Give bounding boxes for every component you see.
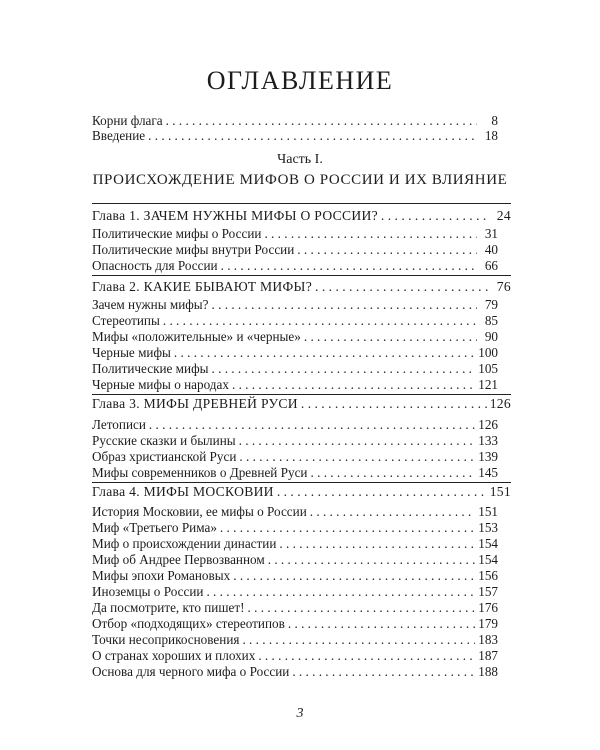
section-label: Миф об Андрее Первозванном [92, 552, 265, 567]
section-page: 139 [478, 449, 498, 464]
dot-leader [279, 536, 475, 551]
section-page: 188 [478, 664, 498, 679]
dot-leader [297, 242, 477, 257]
dot-leader [277, 484, 487, 499]
section-page: 183 [478, 632, 498, 647]
dot-leader [166, 113, 477, 128]
section-page: 156 [478, 568, 498, 583]
toc-entry-section[interactable] [92, 361, 498, 376]
part-title: ПРОИСХОЖДЕНИЕ МИФОВ О РОССИИ И ИХ ВЛИЯНИЕ [92, 172, 508, 188]
toc-entry-section[interactable] [92, 258, 498, 273]
dot-leader [288, 616, 475, 631]
toc-entry-section[interactable] [92, 297, 498, 312]
section-label: Отбор «подходящих» стереотипов [92, 616, 285, 631]
toc-entry-section[interactable] [92, 345, 498, 360]
toc-entry-section[interactable] [92, 329, 498, 344]
dot-leader [242, 632, 475, 647]
section-page: 126 [478, 417, 498, 432]
section-page: 31 [484, 226, 498, 241]
chapter-label: Глава 2. КАКИЕ БЫВАЮТ МИФЫ? [92, 279, 313, 294]
toc-entry-section[interactable] [92, 584, 498, 599]
toc-entry-section[interactable] [92, 664, 498, 679]
toc-entry-front[interactable] [92, 113, 498, 128]
toc-entry-section[interactable] [92, 536, 498, 551]
dot-leader [212, 361, 476, 376]
chapter-label: Глава 3. МИФЫ ДРЕВНЕЙ РУСИ [92, 396, 298, 411]
dot-leader [206, 584, 475, 599]
section-label: Мифы «положительные» и «черные» [92, 329, 301, 344]
toc-entry-section[interactable] [92, 226, 498, 241]
section-label: Опасность для России [92, 258, 218, 273]
section-label: История Московии, ее мифы о России [92, 504, 307, 519]
section-page: 100 [478, 345, 498, 360]
chapter-divider [92, 203, 511, 204]
entry-page: 18 [484, 128, 498, 143]
chapter-page: 76 [496, 279, 511, 294]
section-page: 157 [478, 584, 498, 599]
section-page: 40 [484, 242, 498, 257]
dot-leader [301, 396, 487, 411]
section-page: 153 [478, 520, 498, 535]
section-label: О странах хороших и плохих [92, 648, 256, 663]
page-title: ОГЛАВЛЕНИЕ [206, 66, 394, 95]
dot-leader [268, 552, 475, 567]
dot-leader [148, 128, 477, 143]
dot-leader [311, 465, 476, 480]
toc-entry-chapter[interactable] [92, 279, 511, 294]
section-page: 133 [478, 433, 498, 448]
toc-entry-section[interactable] [92, 648, 498, 663]
section-page: 154 [478, 536, 498, 551]
dot-leader [212, 297, 477, 312]
chapter-page: 151 [489, 484, 511, 499]
dot-leader [233, 568, 475, 583]
dot-leader [310, 504, 475, 519]
entry-label: Введение [92, 128, 146, 143]
section-label: Политические мифы о России [92, 226, 262, 241]
toc-entry-front[interactable] [92, 128, 498, 143]
section-label: Миф о происхождении династии [92, 536, 277, 551]
dot-leader [304, 329, 477, 344]
page-number: 3 [296, 706, 304, 721]
section-label: Русские сказки и былины [92, 433, 236, 448]
toc-entry-section[interactable] [92, 242, 498, 257]
section-page: 154 [478, 552, 498, 567]
toc-entry-section[interactable] [92, 520, 498, 535]
section-page: 145 [478, 465, 498, 480]
section-page: 85 [484, 313, 498, 328]
dot-leader [174, 345, 475, 360]
part-label: Часть I. [277, 152, 323, 167]
section-label: Мифы эпохи Романовых [92, 568, 231, 583]
dot-leader [220, 520, 475, 535]
dot-leader [239, 433, 476, 448]
toc-entry-section[interactable] [92, 568, 498, 583]
chapter-label: Глава 1. ЗАЧЕМ НУЖНЫ МИФЫ О РОССИИ? [92, 208, 378, 223]
section-label: Основа для черного мифа о России [92, 664, 290, 679]
chapter-page: 126 [489, 396, 511, 411]
dot-leader [381, 208, 490, 223]
toc-entry-section[interactable] [92, 417, 498, 432]
dot-leader [264, 226, 477, 241]
section-label: Политические мифы внутри России [92, 242, 295, 257]
toc-entry-chapter[interactable] [92, 484, 511, 499]
chapter-divider [92, 394, 511, 395]
entry-page: 8 [491, 113, 498, 128]
toc-entry-section[interactable] [92, 449, 498, 464]
toc-entry-section[interactable] [92, 504, 498, 519]
chapter-divider [92, 275, 511, 276]
section-page: 121 [478, 377, 498, 392]
section-label: Точки несоприкосновения [92, 632, 240, 647]
section-label: Миф «Третьего Рима» [92, 520, 217, 535]
chapter-page: 24 [496, 208, 511, 223]
section-page: 176 [478, 600, 498, 615]
toc-entry-section[interactable] [92, 313, 498, 328]
toc-entry-section[interactable] [92, 465, 498, 480]
dot-leader [292, 664, 475, 679]
section-label: Мифы современников о Древней Руси [92, 465, 308, 480]
dot-leader [239, 449, 475, 464]
section-label: Черные мифы [92, 345, 171, 360]
toc-entry-section[interactable] [92, 616, 498, 631]
section-page: 90 [484, 329, 498, 344]
section-page: 151 [478, 504, 498, 519]
section-label: Иноземцы о России [92, 584, 204, 599]
section-page: 179 [478, 616, 498, 631]
toc-entry-section[interactable] [92, 552, 498, 567]
dot-leader [221, 258, 477, 273]
toc-entry-chapter[interactable] [92, 396, 511, 411]
entry-label: Корни флага [92, 113, 163, 128]
section-page: 66 [484, 258, 498, 273]
section-label: Летописи [92, 417, 146, 432]
section-label: Зачем нужны мифы? [92, 297, 209, 312]
section-label: Черные мифы о народах [92, 377, 229, 392]
chapter-divider [92, 482, 511, 483]
dot-leader [163, 313, 477, 328]
section-page: 187 [478, 648, 498, 663]
section-label: Да посмотрите, кто пишет! [92, 600, 245, 615]
dot-leader [232, 377, 475, 392]
section-page: 105 [478, 361, 498, 376]
section-label: Образ христианской Руси [92, 449, 237, 464]
dot-leader [315, 279, 490, 294]
dot-leader [258, 648, 475, 663]
toc-entry-section[interactable] [92, 600, 498, 615]
section-page: 79 [484, 297, 498, 312]
chapter-label: Глава 4. МИФЫ МОСКОВИИ [92, 484, 274, 499]
dot-leader [248, 600, 476, 615]
toc-entry-chapter[interactable] [92, 208, 511, 223]
toc-entry-section[interactable] [92, 377, 498, 392]
toc-entry-section[interactable] [92, 632, 498, 647]
dot-leader [149, 417, 475, 432]
section-label: Политические мифы [92, 361, 209, 376]
toc-entry-section[interactable] [92, 433, 498, 448]
section-label: Стереотипы [92, 313, 160, 328]
